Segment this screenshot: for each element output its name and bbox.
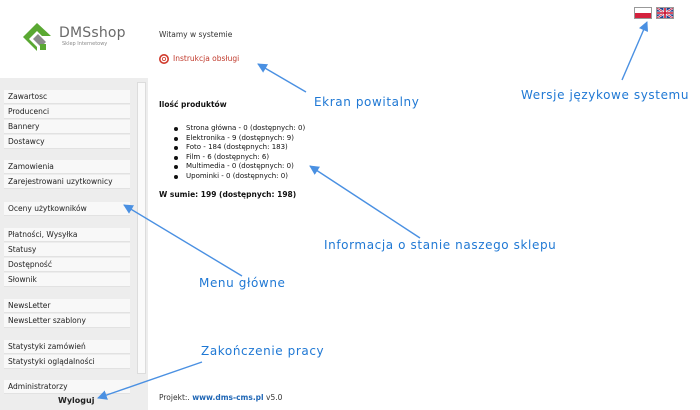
menu-item-administratorzy[interactable]: Administratorzy [4, 380, 130, 394]
annotation-language-versions: Wersje językowe systemu [521, 88, 690, 102]
menu-item-dostepnosc[interactable]: Dostępność [4, 258, 130, 272]
menu-item-slownik[interactable]: Słownik [4, 273, 130, 287]
menu-item-statusy[interactable]: Statusy [4, 243, 130, 257]
logo-title: DMSshop [59, 25, 126, 41]
menu-item-newsletter[interactable]: NewsLetter [4, 299, 130, 313]
annotation-main-menu: Menu główne [199, 276, 286, 290]
footer-version: v5.0 [266, 393, 283, 402]
menu-item-bannery[interactable]: Bannery [4, 120, 130, 134]
list-item: Upominki - 0 (dostępnych: 0) [174, 172, 305, 182]
products-list [174, 124, 305, 181]
menu-item-zamowienia[interactable]: Zamowienia [4, 160, 130, 174]
menu-item-producenci[interactable]: Producenci [4, 105, 130, 119]
list-item: Elektronika - 9 (dostępnych: 9) [174, 134, 305, 144]
menu-item-zarejestrowani[interactable]: Zarejestrowani uzytkownicy [4, 175, 130, 189]
annotation-end-work: Zakończenie pracy [201, 344, 325, 358]
logo-mark-icon [22, 22, 52, 52]
sidebar [0, 0, 148, 410]
annotation-welcome-screen: Ekran powitalny [314, 95, 420, 109]
list-item: Foto - 184 (dostępnych: 183) [174, 143, 305, 153]
menu-scrollbar[interactable] [137, 82, 146, 374]
products-title: Ilość produktów [159, 100, 227, 109]
list-item: Film - 6 (dostępnych: 6) [174, 153, 305, 163]
footer-prefix: Projekt:. [159, 393, 190, 402]
menu-item-newsletter-szablony[interactable]: NewsLetter szablony [4, 314, 130, 328]
menu-item-platnosci[interactable]: Płatności, Wysyłka [4, 228, 130, 242]
welcome-text: Witamy w systemie [159, 30, 233, 39]
flag-uk-icon[interactable] [656, 7, 674, 19]
lifebuoy-icon [159, 54, 169, 64]
flag-pl-icon[interactable] [634, 7, 652, 19]
annotation-shop-info: Informacja o stanie naszego sklepu [324, 238, 557, 252]
logo [22, 20, 142, 60]
list-item: Strona główna - 0 (dostępnych: 0) [174, 124, 305, 134]
logout-link[interactable]: Wyloguj [58, 396, 95, 405]
menu-item-oceny[interactable]: Oceny użytkowników [4, 202, 130, 216]
menu-item-stat-ogladalnosci[interactable]: Statystyki oglądalności [4, 355, 130, 369]
footer-link[interactable]: www.dms-cms.pl [192, 393, 264, 402]
products-total: W sumie: 199 (dostępnych: 198) [159, 190, 297, 199]
manual-link-label: Instrukcja obsługi [173, 54, 240, 63]
menu-item-dostawcy[interactable]: Dostawcy [4, 135, 130, 149]
menu-item-stat-zamowien[interactable]: Statystyki zamówień [4, 340, 130, 354]
list-item: Multimedia - 0 (dostępnych: 0) [174, 162, 305, 172]
footer [159, 393, 282, 402]
logo-subtitle: Sklep Internetowy [62, 41, 108, 47]
menu-item-zawartosc[interactable]: Zawartosc [4, 90, 130, 104]
